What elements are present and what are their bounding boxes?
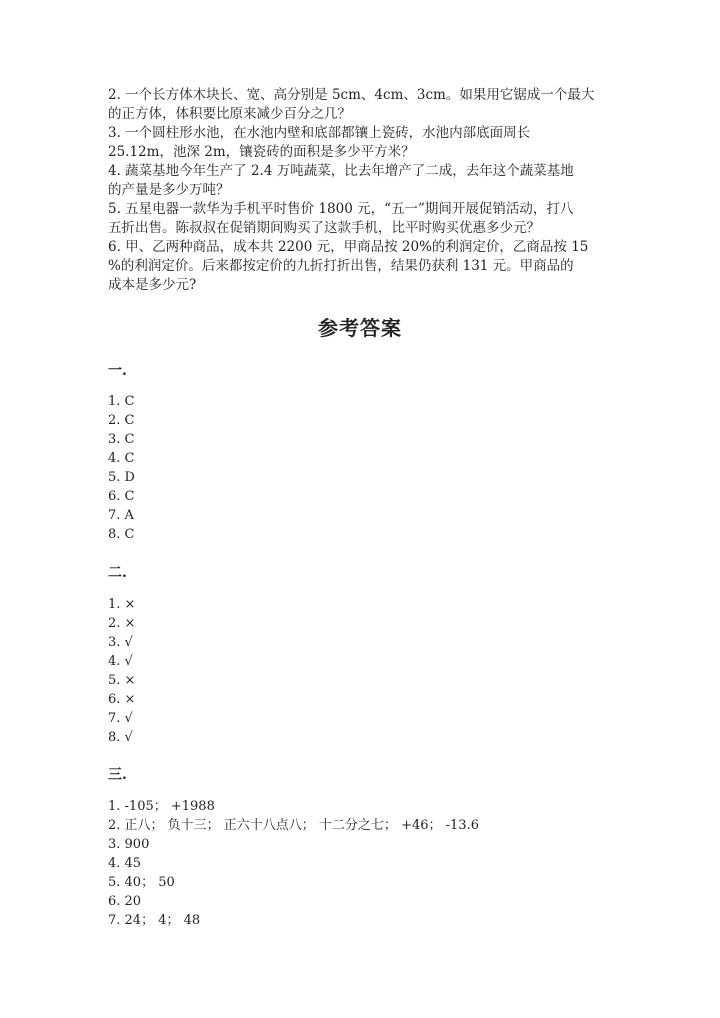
answer-item: 3. 900 — [108, 837, 150, 852]
answer-item: 6. × — [108, 692, 136, 707]
problem-line: 6. 甲、乙两种商品，成本共 2200 元，甲商品按 20%的利润定价，乙商品按 15 — [108, 239, 589, 255]
answer-item: 1. C — [108, 394, 135, 409]
problem-line: 的产量是多少万吨？ — [108, 182, 230, 198]
answer-item: 7. √ — [108, 711, 133, 726]
section-heading-1: 一. — [108, 363, 127, 379]
problem-line: 的正方体，体积要比原来减少百分之几？ — [108, 106, 351, 122]
answer-item: 2. × — [108, 616, 136, 631]
answer-item: 7. A — [108, 508, 134, 523]
answer-item: 6. 20 — [108, 894, 142, 909]
answer-item: 3. C — [108, 432, 135, 447]
answer-item: 8. C — [108, 527, 135, 542]
answer-item: 1. × — [108, 597, 136, 612]
problem-line: 5. 五星电器一款华为手机平时售价 1800 元，“五一”期间开展促销活动，打八 — [108, 201, 574, 217]
answer-list-1 — [108, 392, 135, 544]
problem-list — [108, 86, 620, 295]
problem-line: 五折出售。陈叔叔在促销期间购买了这款手机，比平时购买优惠多少元？ — [108, 220, 540, 236]
answer-list-2 — [108, 595, 135, 747]
problem-line: %的利润定价。后来都按定价的九折打折出售，结果仍获利 131 元。甲商品的 — [108, 258, 574, 274]
problem-line: 3. 一个圆柱形水池，在水池内壁和底部都镶上瓷砖，水池内部底面周长 — [108, 125, 531, 141]
section-heading-3: 三. — [108, 767, 127, 783]
answer-item: 5. × — [108, 673, 136, 688]
problem-line: 25.12m，池深 2m，镶瓷砖的面积是多少平方米？ — [108, 144, 415, 160]
answer-item: 5. D — [108, 470, 135, 485]
problem-line: 4. 蔬菜基地今年生产了 2.4 万吨蔬菜，比去年增产了二成，去年这个蔬菜基地 — [108, 163, 574, 179]
answer-item: 4. C — [108, 451, 135, 466]
answer-item: 8. √ — [108, 730, 133, 745]
problem-line: 成本是多少元? — [108, 277, 197, 293]
answer-item: 4. 45 — [108, 856, 142, 871]
answer-item: 3. √ — [108, 635, 133, 650]
answer-title: 参考答案 — [318, 316, 402, 340]
answer-item: 6. C — [108, 489, 135, 504]
section-heading-2: 二. — [108, 565, 127, 581]
answer-item: 2. 正八； 负十三； 正六十八点八； 十二分之七； +46； -13.6 — [108, 818, 479, 833]
answer-item: 5. 40； 50 — [108, 875, 175, 890]
problem-line: 2. 一个长方体木块长、宽、高分别是 5cm、4cm、3cm。如果用它锯成一个最大 — [108, 87, 595, 103]
answer-item: 7. 24； 4； 48 — [108, 913, 201, 928]
answer-list-3 — [108, 797, 479, 930]
answer-item: 1. -105； +1988 — [108, 799, 215, 814]
answer-item: 4. √ — [108, 654, 133, 669]
answer-item: 2. C — [108, 413, 135, 428]
